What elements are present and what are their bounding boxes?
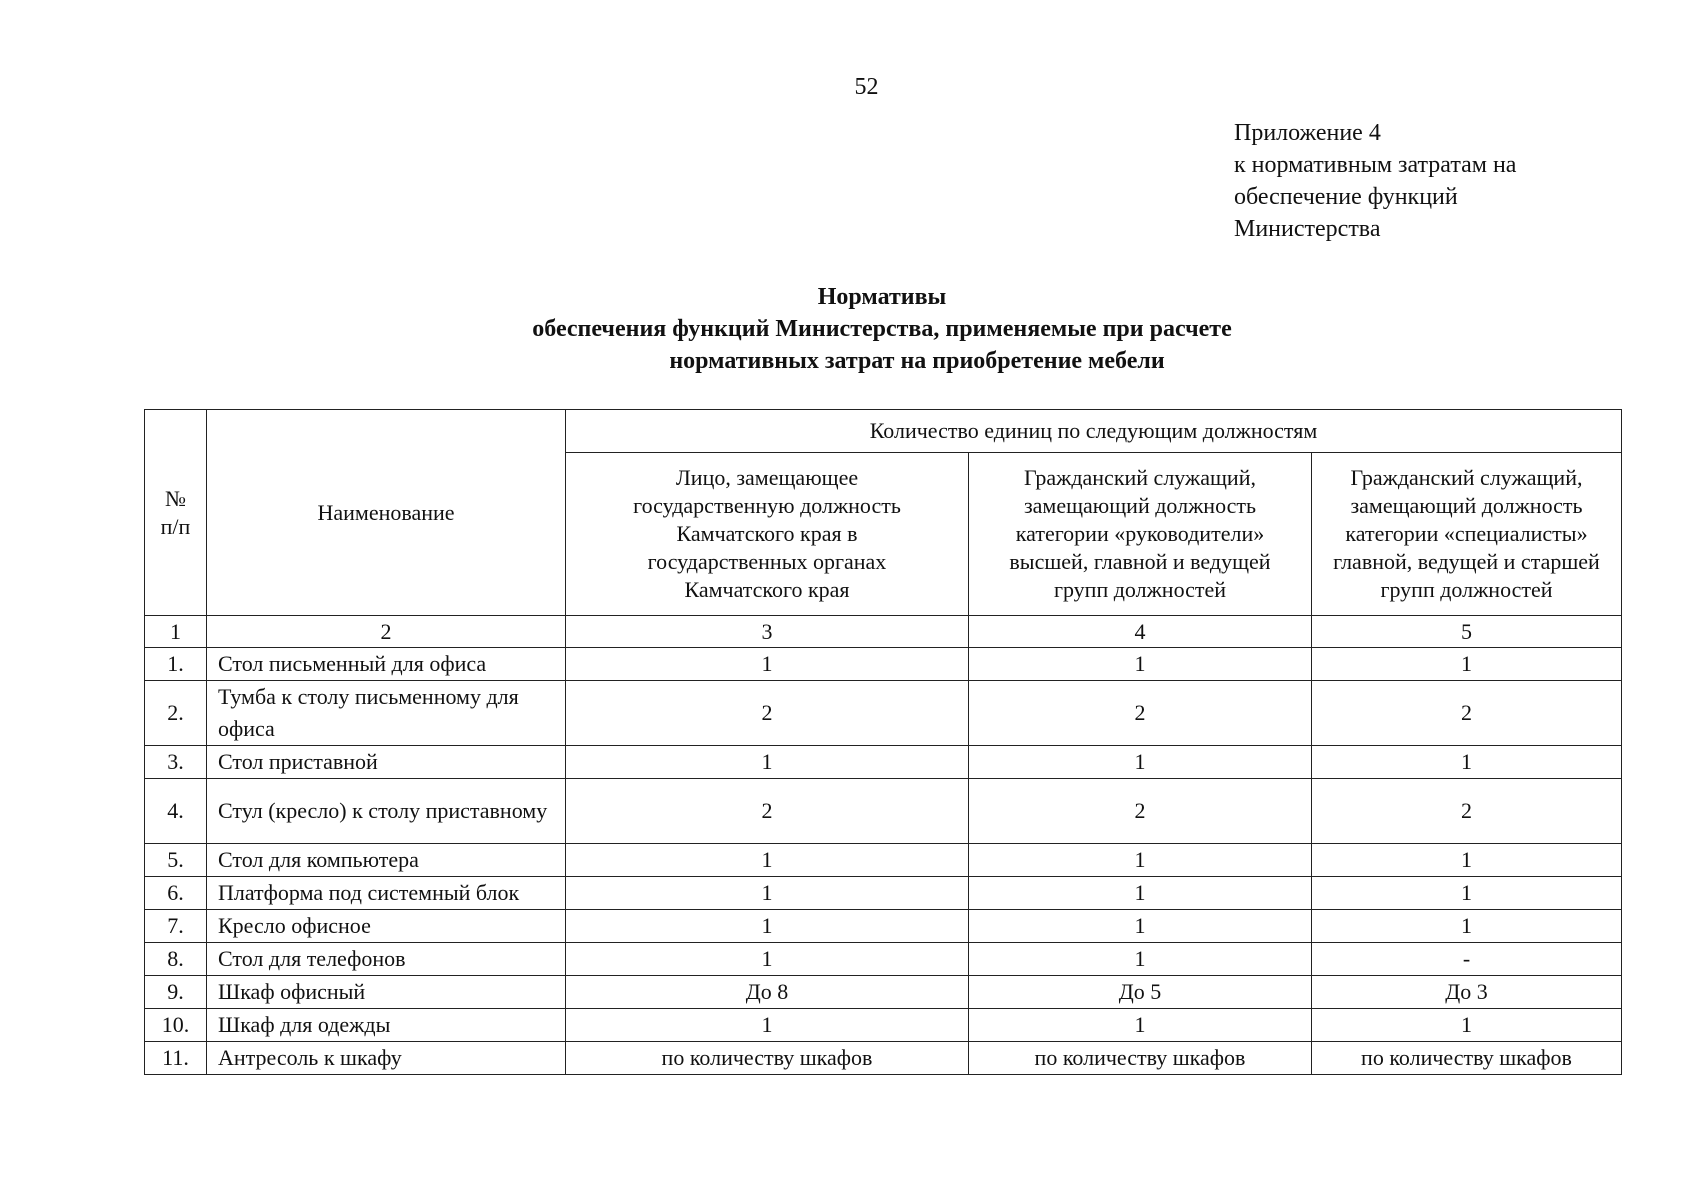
quantity-cell: 1 — [969, 844, 1312, 877]
item-name: Антресоль к шкафу — [207, 1042, 566, 1075]
table-row — [145, 910, 1622, 943]
title-line: нормативных затрат на приобретение мебели — [669, 348, 1165, 374]
item-name: Стол приставной — [207, 746, 566, 779]
table-row — [145, 877, 1622, 910]
item-name: Стул (кресло) к столу приставному — [207, 779, 566, 844]
quantity-cell: 2 — [1312, 681, 1622, 746]
quantity-cell: 1 — [1312, 910, 1622, 943]
table-row — [145, 681, 1622, 746]
item-name: Платформа под системный блок — [207, 877, 566, 910]
header-name: Наименование — [207, 410, 566, 616]
row-number: 9. — [145, 976, 207, 1009]
quantity-cell: 1 — [1312, 877, 1622, 910]
quantity-cell: 2 — [566, 681, 969, 746]
appendix-line: Министерства — [1234, 216, 1381, 242]
item-name: Кресло офисное — [207, 910, 566, 943]
header-num: № п/п — [145, 410, 207, 616]
item-name: Тумба к столу письменному для офиса — [207, 681, 566, 746]
quantity-cell: До 8 — [566, 976, 969, 1009]
row-number: 5. — [145, 844, 207, 877]
appendix-line: обеспечение функций — [1234, 184, 1458, 210]
row-number: 11. — [145, 1042, 207, 1075]
quantity-cell: 1 — [969, 746, 1312, 779]
quantity-cell: 1 — [969, 877, 1312, 910]
item-name: Стол для компьютера — [207, 844, 566, 877]
quantity-cell: До 3 — [1312, 976, 1622, 1009]
quantity-cell: 1 — [566, 648, 969, 681]
row-number: 8. — [145, 943, 207, 976]
quantity-cell: 1 — [566, 910, 969, 943]
item-name: Шкаф офисный — [207, 976, 566, 1009]
appendix-line: Приложение 4 — [1234, 120, 1381, 146]
column-number: 3 — [566, 616, 969, 648]
row-number: 10. — [145, 1009, 207, 1042]
row-number: 1. — [145, 648, 207, 681]
item-name: Шкаф для одежды — [207, 1009, 566, 1042]
table-row — [145, 648, 1622, 681]
quantity-cell: 2 — [1312, 779, 1622, 844]
quantity-cell: 1 — [566, 1009, 969, 1042]
appendix-line: к нормативным затратам на — [1234, 152, 1517, 178]
header-group: Количество единиц по следующим должностям — [566, 410, 1622, 453]
item-name: Стол письменный для офиса — [207, 648, 566, 681]
table-row — [145, 1042, 1622, 1075]
row-number: 6. — [145, 877, 207, 910]
quantity-cell: 1 — [566, 746, 969, 779]
table-row — [145, 1009, 1622, 1042]
row-number: 2. — [145, 681, 207, 746]
table-row — [145, 943, 1622, 976]
header-position: Гражданский служащий, замещающий должность категории «специалисты» главной, ведущей и старшей групп должностей — [1312, 453, 1622, 616]
appendix-note — [1234, 117, 1516, 245]
column-number: 1 — [145, 616, 207, 648]
column-numbers-row — [145, 616, 1622, 648]
quantity-cell: по количеству шкафов — [969, 1042, 1312, 1075]
header-position: Гражданский служащий, замещающий должность категории «руководители» высшей, главной и ведущей групп должностей — [969, 453, 1312, 616]
header-position: Лицо, замещающее государственную должность Камчатского края в государственных органах Камчатского края — [566, 453, 969, 616]
quantity-cell: 1 — [969, 648, 1312, 681]
table-row — [145, 779, 1622, 844]
table-row — [145, 746, 1622, 779]
quantity-cell: 1 — [969, 910, 1312, 943]
quantity-cell: 1 — [566, 844, 969, 877]
row-number: 7. — [145, 910, 207, 943]
quantity-cell: 2 — [566, 779, 969, 844]
quantity-cell: 1 — [566, 943, 969, 976]
quantity-cell: 1 — [969, 943, 1312, 976]
furniture-norms-table — [144, 409, 1622, 1075]
quantity-cell: - — [1312, 943, 1622, 976]
quantity-cell: 1 — [1312, 1009, 1622, 1042]
quantity-cell: 2 — [969, 779, 1312, 844]
quantity-cell: 2 — [969, 681, 1312, 746]
quantity-cell: по количеству шкафов — [566, 1042, 969, 1075]
quantity-cell: 1 — [1312, 648, 1622, 681]
quantity-cell: До 5 — [969, 976, 1312, 1009]
quantity-cell: 1 — [969, 1009, 1312, 1042]
column-number: 4 — [969, 616, 1312, 648]
table-row — [145, 976, 1622, 1009]
title-line: обеспечения функций Министерства, применяемые при расчете — [532, 316, 1232, 342]
quantity-cell: 1 — [1312, 844, 1622, 877]
row-number: 3. — [145, 746, 207, 779]
quantity-cell: по количеству шкафов — [1312, 1042, 1622, 1075]
table-row — [145, 844, 1622, 877]
quantity-cell: 1 — [566, 877, 969, 910]
row-number: 4. — [145, 779, 207, 844]
title-line: Нормативы — [817, 284, 947, 310]
column-number: 2 — [207, 616, 566, 648]
page-number: 52 — [854, 74, 879, 100]
item-name: Стол для телефонов — [207, 943, 566, 976]
column-number: 5 — [1312, 616, 1622, 648]
quantity-cell: 1 — [1312, 746, 1622, 779]
